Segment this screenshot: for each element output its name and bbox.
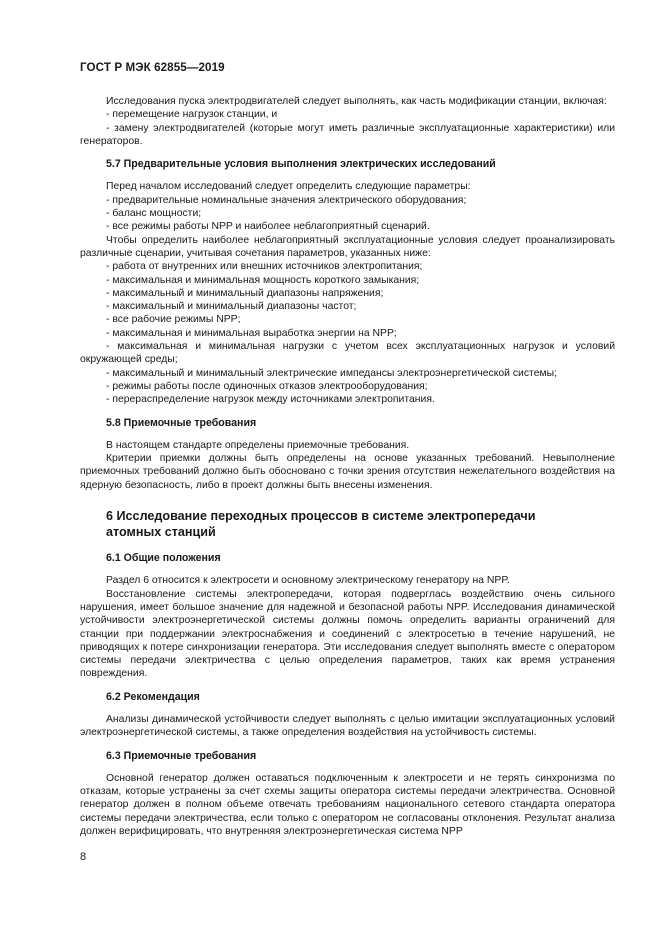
list-item: - максимальный и минимальный диапазоны частот; (106, 301, 357, 313)
list-item: - максимальная и минимальная нагрузки с учетом всех эксплуатационных нагрузок и условий окружающей среды; (80, 341, 615, 366)
list-item: - режимы работы после одиночных отказов электрооборудования; (106, 380, 428, 392)
list-item: - работа от внутренних или внешних источников электропитания; (106, 261, 423, 273)
list-item: - предварительные номинальные значения электрического оборудования; (106, 194, 467, 206)
section-heading-5-7: 5.7 Предварительные условия выполнения электрических исследований (106, 158, 496, 171)
section-heading-5-8: 5.8 Приемочные требования (106, 416, 257, 429)
section-heading-6-3: 6.3 Приемочные требования (106, 749, 257, 762)
list-item: - перераспределение нагрузок между источниками электропитания. (106, 394, 435, 406)
section-heading-6-2: 6.2 Рекомендация (106, 690, 200, 703)
paragraph: Исследования пуска электродвигателей следует выполнять, как часть модификации станции, включая: (106, 96, 607, 107)
list-item: - все режимы работы NPP и наиболее неблагоприятный сценарий. (106, 221, 430, 233)
list-item: - баланс мощности; (106, 208, 202, 220)
list-item: - замену электродвигателей (которые могут иметь различные эксплуатационные характеристики) или генераторов. (80, 122, 615, 147)
paragraph: Критерии приемки должны быть определены на основе указанных требований. Невыполнение приемочных требований должно быть обосновано с точки зрения отсутствия нежелательного воздействия на ядерную безопасность, либо в проект должны быть внесены изменения. (80, 453, 615, 491)
list-item: - максимальная и минимальная выработка энергии на NPP; (106, 327, 397, 339)
paragraph: Раздел 6 относится к электросети и основному электрическому генератору на NPP. (106, 575, 510, 587)
list-item: - максимальная и минимальная мощность короткого замыкания; (106, 274, 420, 286)
list-item: - максимальный и минимальный диапазоны напряжения; (106, 287, 384, 299)
paragraph: Анализы динамической устойчивости следует выполнять с целью имитации эксплуатационных условий электроэнергетической системы, а также определения воздействия на устойчивость системы. (80, 713, 615, 739)
section-heading-6-1: 6.1 Общие положения (106, 552, 221, 565)
list-item: - все рабочие режимы NPP; (106, 314, 241, 326)
document-header: ГОСТ Р МЭК 62855—2019 (80, 61, 225, 74)
paragraph: Восстановление системы электропередачи, которая подверглась воздействию очень сильного нарушения, имеет большое значение для надежной и безопасной работы NPP. Исследования динамической устойчивости электроэнергетической системы должны помочь определить варианты ограничений для станции при поддержании электроснабжения и соединений с электросетью в течение нарушений, не приводящих к потере синхронизации генератора. Эти исследования следует выполнять вместе с оператором системы передачи электричества с целью определения параметров, таких как время устранения повреждения. (80, 588, 615, 680)
paragraph: Чтобы определить наиболее неблагоприятный эксплуатационные условия следует проанализировать различные сценарии, учитывая сочетания параметров, указанных ниже: (80, 234, 615, 259)
document-body (80, 95, 615, 838)
paragraph: Перед началом исследований следует определить следующие параметры: (106, 181, 471, 193)
list-item: - перемещение нагрузок станции, и (106, 109, 278, 121)
paragraph: В настоящем стандарте определены приемочные требования. (106, 439, 410, 451)
chapter-heading-6: 6 Исследование переходных процессов в системе электропередачи атомных станций (106, 509, 536, 539)
list-item: - максимальный и минимальный электрические импедансы электроэнергетической системы; (106, 367, 557, 379)
page-number: 8 (80, 851, 87, 863)
paragraph: Основной генератор должен оставаться подключенным к электросети и не терять синхронизма по отказам, которые устранены за счет схемы защиты оператора системы передачи электричества. Основной генератор должен в полном объеме отвечать требованиям национального сетевого стандарта оператора системы передачи электричества, если только с оператором не согласованы отклонения. Результат анализа должен верифицировать, что внутренняя электроэнергетическая система NPP (80, 772, 615, 838)
